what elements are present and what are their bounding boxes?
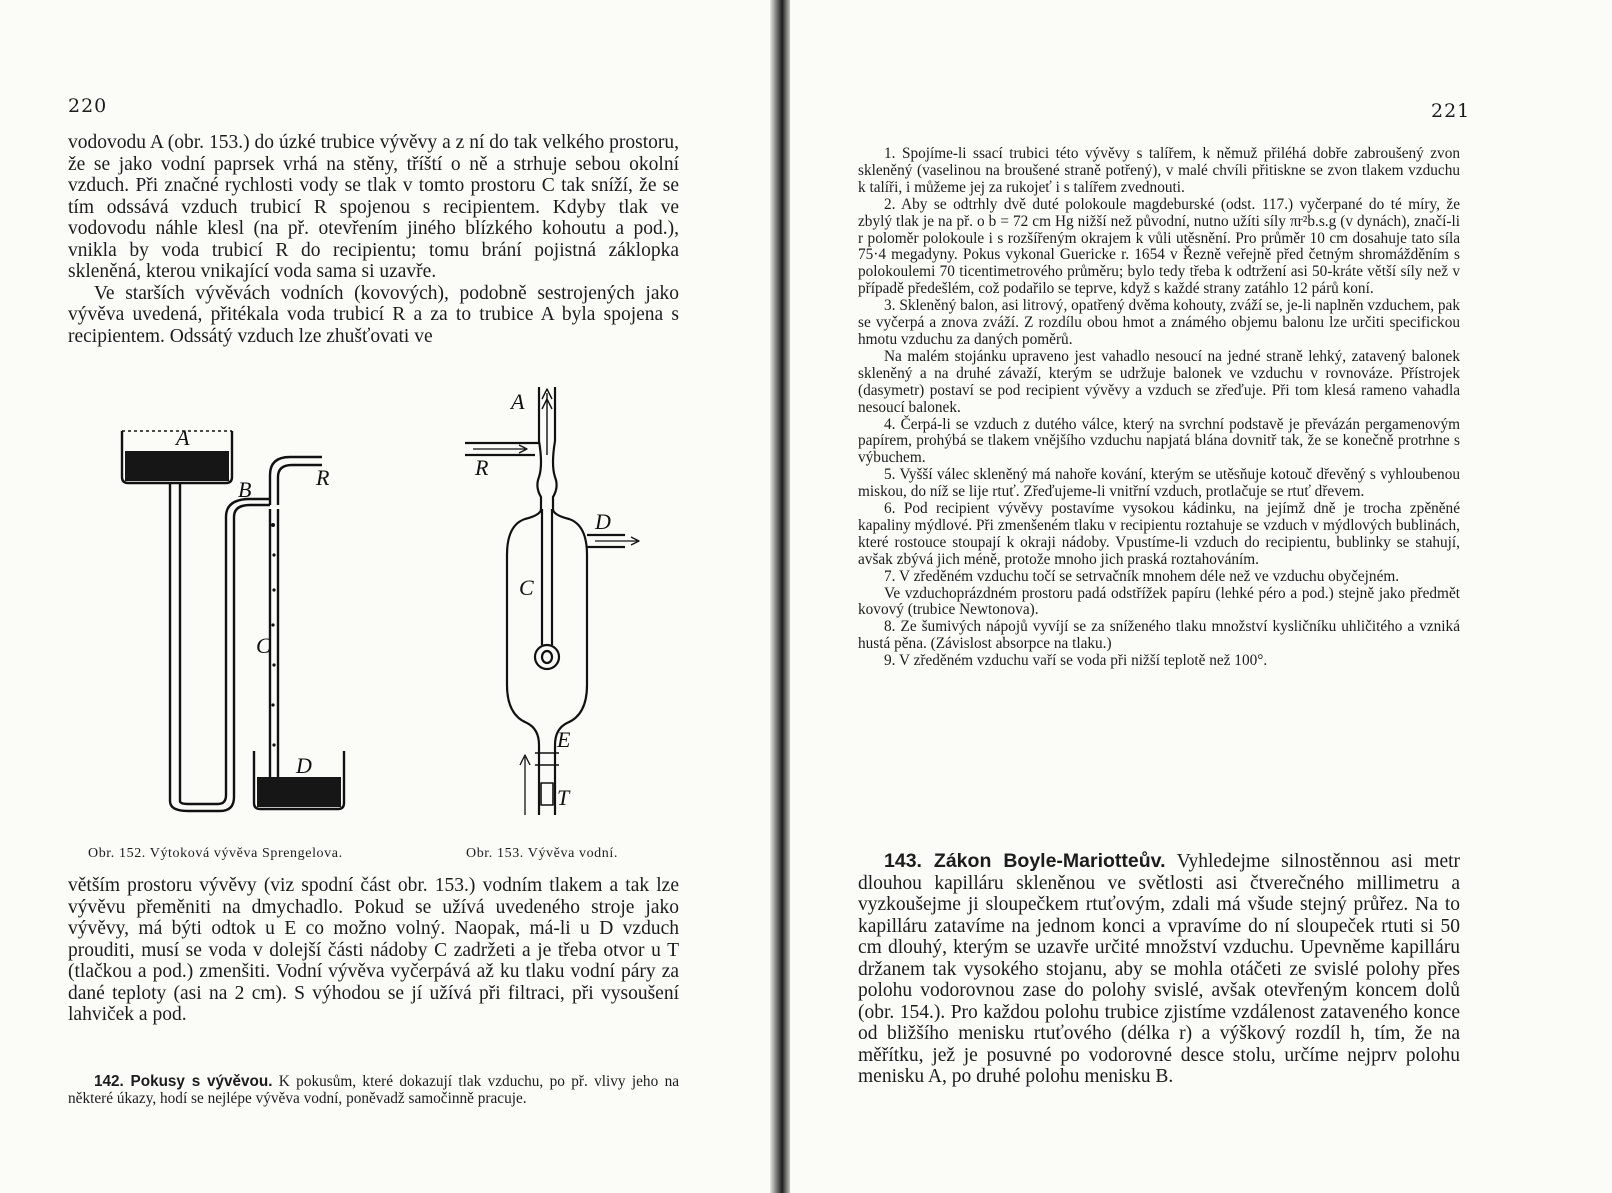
left-top-text — [68, 132, 679, 347]
fig153-label-c: C — [519, 575, 534, 600]
left-paragraph-2: Ve starších vývěvách vodních (kovových), podobně sestrojených jako vývěva uvedená, přitékala voda trubicí R a za to trubice A byla spojena s recipientem. Odssátý vzduch lze zhušťovati ve — [68, 282, 679, 347]
section-142-text: K pokusům, které dokazují tlak vzduchu, po př. vlivy jeho na některé úkazy, hodí se nejlépe vývěva vodní, poněvadž samočinně pracuje. — [68, 1073, 680, 1107]
experiment-item-6: 6. Pod recipient vývěvy postavíme vysokou kádinku, na jejímž dně je trocha zpěněné kapaliny mýdlové. Při zmenšeném tlaku v recipientu roztahuje se vzduch v mýdlových bublinách, které rostouce stoupají k okraji nádoby. Vpustíme-li vzduch do recipientu, bublinky se stahují, avšak zbývá jich méně, protože mnoho jich praská roztahováním. — [858, 500, 1460, 568]
section-143-text: Vyhledejme silnostěnnou asi metr dlouhou kapilláru skleněnou ve světlosti asi čtverečného millimetru a vyzkoušejme ji sloupečkem rtuťovým, zdali má všude stejný průřez. Na to kapilláru zatavíme na jednom konci a vpravíme do ní sloupeček rtuti si 50 cm dlouhý, kterým se uzavře určité množství vzduchu. Upevněme kapilláru držanem tak vysokého stojanu, aby se mohla otáčeti ze svislé polohy přes polohu vodorovnou zase do polohy svislé, avšak otevřeným koncem dolů (obr. 154.). Pro každou polohu trubice zjistíme vzdálenost zataveného konce od bližšího menisku rtuťového (délka r) a výškový rozdíl h, tím, že na měřítku, jež je posuvné po vodorovné desce stolu, určíme nejprv polohu menisku A, po druhé polohu menisku B. — [858, 851, 1461, 1087]
experiment-item-1: 1. Spojíme-li ssací trubici této vývěvy s talířem, k němuž přiléhá dobře zabroušený zvon skleněný (vaselinou na broušené straně potřený), v malé chvíli přitiskne se zvon tlakem vzduchu k talíři, i můžeme jej za rukojeť i s talířem zvednouti. — [858, 145, 1460, 196]
experiment-item-4: 4. Čerpá-li se vzduch z dutého válce, který na svrchní podstavě je převázán pergamenovým papírem, prohýbá se tlakem vnějšího vzduchu napjatá blána dovnitř tak, že se konečně protrhne s výbuchem. — [858, 415, 1460, 467]
experiment-item-5: 5. Vyšší válec skleněný má nahoře kování, kterým se utěsňuje kotouč dřevěný s vyhloubenou miskou, do níž se lije rtuť. Zřeďujeme-li vnitřní vzduch, protlačuje se rtuť dřevem. — [858, 466, 1460, 501]
experiment-item-3: 3. Skleněný balon, asi litrový, opatřený dvěma kohouty, zváží se, je-li naplněn vzduchem, pak se vyčerpá a znova zváží. Z rozdílu obou hmot a známého objemu balonu lze určiti specifickou hmotu vzduchu za daných poměrů. — [858, 297, 1460, 348]
experiment-list — [858, 146, 1460, 670]
fig153-label-r: R — [475, 455, 489, 480]
fig153-label-a: A — [511, 389, 525, 414]
book-gutter — [770, 0, 792, 1193]
experiment-item-9: 9. V zředěném vzduchu vaří se voda při nižší teplotě než 100°. — [884, 652, 1268, 670]
experiment-item-2: 2. Aby se odtrhly dvě duté polokoule magdeburské (odst. 117.) vyčerpané do té míry, že zbylý tlak je na př. o b = 72 cm Hg nižší než původní, nutno užíti síly πr²b.s.g (v dynách), značí-li r poloměr polokoule i s rozšířeným okrajem k vůli utěsnění. Pro průměr 10 cm dosahuje tato síla 75·4 megadyny. Pokus vykonal Guericke r. 1654 v Řezně veřejně před četným shromážděním s polokoulemi 70 ticentimetrového průměru; bylo tedy třeba k odtržení asi 50-kráte větší síly než v případě předešlém, což podařilo se teprve, když s každé strany zatáhlo 12 párů koní. — [858, 195, 1460, 298]
right-page — [790, 0, 1612, 1193]
left-paragraph-3: větším prostoru vývěvy (viz spodní část obr. 153.) vodním tlakem a tak lze vývěvu přeměniti na dmychadlo. Pokud se užívá uvedeného stroje jako vývěvy, má býti odtok u E co možno volný. Naopak, má-li u D vzduch prouditi, musí se voda v dolejší části nádoby C zadržeti a je třeba otvor u T (tlačkou a pod.) zmenšiti. Vodní vývěva vyčerpává až ku tlaku vodní páry za dané teploty (asi na 2 cm). S výhodou se jí užívá při filtraci, při vysoušení lahviček a pod. — [68, 875, 679, 1025]
experiment-item-7b: Ve vzduchoprázdném prostoru padá odstřížek papíru (lehké péro a pod.) stejně jako předmět kovový (trubice Newtonova). — [858, 584, 1460, 619]
section-142 — [68, 1074, 679, 1108]
fig153-label-e: E — [557, 727, 571, 752]
fig153-label-t: T — [557, 785, 570, 810]
fig152-label-a: A — [176, 425, 190, 450]
fig152-label-b: B — [238, 477, 252, 502]
section-143 — [858, 851, 1460, 1088]
page-number-left: 220 — [68, 95, 108, 117]
left-paragraph-1: vodovodu A (obr. 153.) do úzké trubice vývěvy a z ní do tak velkého prostoru, že se jako vodní paprsek vrhá na stěny, tříští o ně a strhuje sebou okolní vzduch. Při značné rychlosti vody se tlak v tomto prostoru C tak sníží, že se tím odssává vzduch trubicí R spojenou s recipientem. Kdyby tlak ve vodovodu náhle klesl (na př. otevřením jiného blízkého kohoutu a pod.), vnikla by voda trubicí R do recipientu; tomu brání pojistná záklopka skleněná, kterou vnikající voda sama si uzavře. — [68, 132, 679, 282]
fig152-label-d: D — [296, 753, 312, 778]
experiment-item-8: 8. Ze šumivých nápojů vyvíjí se za sníženého tlaku množství kysličníku uhličitého a vzniká hustá pěna. (Závislost absorpce na tlaku.) — [858, 618, 1460, 653]
section-142-title: 142. Pokusy s vývěvou. — [94, 1073, 273, 1090]
section-143-title: 143. Zákon Boyle-Mariotteův. — [884, 850, 1166, 872]
figure-152-caption: Obr. 152. Výtoková vývěva Sprengelova. — [88, 846, 343, 861]
fig152-label-r: R — [316, 465, 330, 490]
experiment-item-7: 7. V zředěném vzduchu točí se setrvačník mnohem déle než ve vzduchu obyčejném. — [884, 567, 1400, 585]
figure-153-diagram — [465, 385, 665, 835]
page-number-right: 221 — [1431, 100, 1471, 122]
figure-153-caption: Obr. 153. Vývěva vodní. — [466, 846, 618, 861]
left-bottom-text — [68, 875, 679, 1026]
figure-152-diagram — [110, 405, 370, 825]
left-page — [0, 0, 780, 1193]
experiment-item-3b: Na malém stojánku upraveno jest vahadlo nesoucí na jedné straně lehký, zatavený balonek skleněný a na druhé závaží, kterým se udržuje balonek ve vzduchu v rovnováze. Přístrojek (dasymetr) postaví se pod recipient vývěvy a vzduch se zřeďuje. Při tom klesá rameno vahadla nesoucí balonek. — [858, 347, 1460, 416]
fig152-label-c: C — [256, 633, 271, 658]
fig153-label-d: D — [595, 509, 611, 534]
